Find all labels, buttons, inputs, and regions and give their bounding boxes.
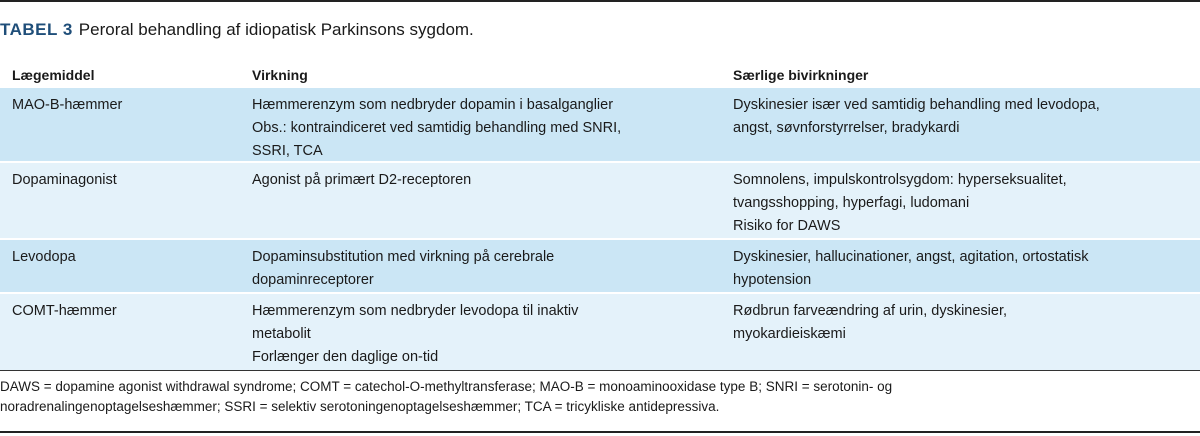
header-drug: Lægemiddel [12, 67, 95, 83]
table-row [0, 163, 1200, 238]
drug-name: Dopaminagonist [12, 172, 117, 188]
side-effect-line: Dyskinesier især ved samtidig behandling med levodopa, [733, 97, 1100, 113]
drug-name: COMT-hæmmer [12, 303, 117, 319]
footnote-line: DAWS = dopamine agonist withdrawal syndrome; COMT = catechol-O-methyltransferase; MAO-B = monoaminooxidase type B; SNRI = serotonin- og [0, 379, 893, 394]
effect-cell [252, 94, 722, 163]
drug-cell [12, 246, 242, 269]
side-effects-cell [733, 169, 1193, 238]
effect-cell [252, 169, 722, 192]
effect-cell [252, 300, 722, 369]
drug-cell [12, 94, 242, 117]
effect-line: Obs.: kontraindiceret ved samtidig behandling med SNRI, [252, 120, 622, 136]
effect-line: Hæmmerenzym som nedbryder dopamin i basalganglier [252, 97, 614, 113]
side-effect-line: Somnolens, impulskontrolsygdom: hyperseksualitet, [733, 172, 1067, 188]
side-effects-cell [733, 246, 1193, 292]
side-effects-cell [733, 94, 1193, 140]
table-footnote [0, 377, 1195, 417]
table-row [0, 294, 1200, 370]
header-effect: Virkning [252, 67, 308, 83]
table-label: TABEL 3 [0, 20, 73, 39]
header-side-effects: Særlige bivirkninger [733, 67, 869, 83]
side-effect-line: Rødbrun farveændring af urin, dyskinesier, [733, 303, 1008, 319]
drug-name: Levodopa [12, 249, 76, 265]
effect-line: metabolit [252, 326, 311, 342]
footnote-rule [0, 370, 1200, 371]
effect-line: dopaminreceptorer [252, 272, 374, 288]
side-effect-line: Risiko for DAWS [733, 218, 841, 234]
effect-line: Forlænger den daglige on-tid [252, 349, 439, 365]
drug-cell [12, 300, 242, 323]
side-effect-line: tvangsshopping, hyperfagi, ludomani [733, 195, 970, 211]
bottom-rule [0, 431, 1200, 433]
drug-cell [12, 169, 242, 192]
top-rule [0, 0, 1200, 2]
effect-line: Dopaminsubstitution med virkning på cerebrale [252, 249, 555, 265]
side-effect-line: myokardieiskæmi [733, 326, 846, 342]
table-header [0, 64, 1200, 88]
side-effect-line: angst, søvnforstyrrelser, bradykardi [733, 120, 960, 136]
table-row [0, 88, 1200, 161]
table-row [0, 240, 1200, 292]
drug-name: MAO-B-hæmmer [12, 97, 123, 113]
footnote-line: noradrenalingenoptagelseshæmmer; SSRI = selektiv serotoningenoptagelseshæmmer; TCA = tricykliske antidepressiva. [0, 399, 720, 414]
table-title [0, 20, 474, 40]
table-caption: Peroral behandling af idiopatisk Parkinsons sygdom. [78, 20, 474, 39]
side-effects-cell [733, 300, 1193, 346]
effect-line: SSRI, TCA [252, 143, 323, 159]
side-effect-line: Dyskinesier, hallucinationer, angst, agitation, ortostatisk [733, 249, 1089, 265]
effect-line: Hæmmerenzym som nedbryder levodopa til inaktiv [252, 303, 579, 319]
effect-cell [252, 246, 722, 292]
side-effect-line: hypotension [733, 272, 812, 288]
effect-line: Agonist på primært D2-receptoren [252, 172, 472, 188]
